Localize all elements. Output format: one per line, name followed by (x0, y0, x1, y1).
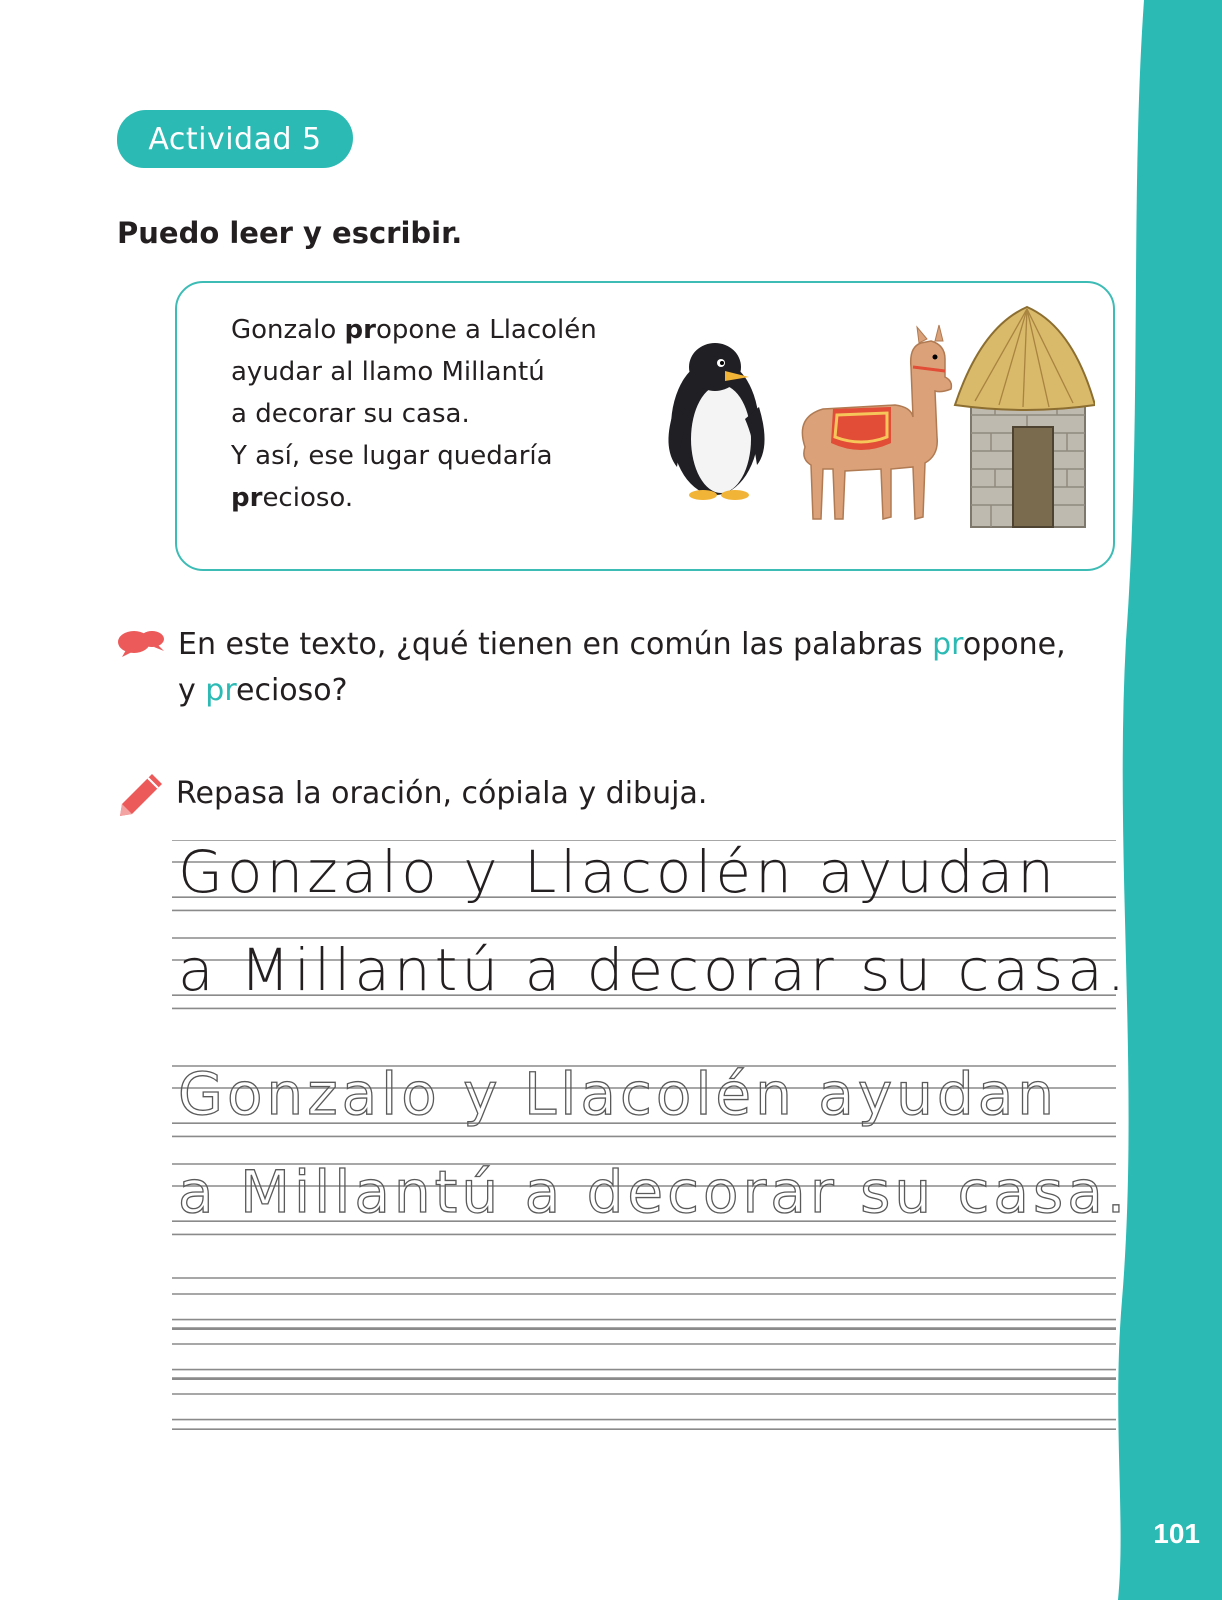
speech-bubbles-icon (116, 629, 166, 657)
question-line-1: En este texto, ¿qué tienen en común las palabras propone, (178, 627, 1066, 662)
side-band (1112, 0, 1222, 1600)
section-heading: Puedo leer y escribir. (117, 216, 463, 250)
reading-box (175, 281, 1115, 571)
reading-line: ayudar al llamo Millantú (231, 357, 545, 387)
activity-badge (117, 110, 353, 168)
instruction-text: Repasa la oración, cópiala y dibuja. (176, 776, 708, 811)
penguin-illustration (668, 343, 764, 500)
reading-text (231, 309, 597, 519)
reading-line: a decorar su casa. (231, 399, 470, 429)
model-sentence-line-2: a Millantú a decorar su casa. (178, 936, 1130, 1004)
model-sentence-line-1: Gonzalo y Llacolén ayudan (178, 838, 1059, 906)
reading-line: precioso. (231, 483, 354, 513)
activity-label: Actividad 5 (148, 121, 322, 157)
reading-line: Y así, ese lugar quedaría (231, 441, 553, 471)
hut-illustration (955, 307, 1095, 527)
trace-sentence-line-2[interactable]: a Millantú a decorar su casa. (178, 1158, 1130, 1226)
llama-illustration (802, 325, 951, 519)
writing-area (172, 838, 1130, 1480)
page-number: 101 (1153, 1518, 1200, 1549)
reading-line: Gonzalo propone a Llacolén (231, 315, 597, 345)
illustration (655, 297, 1095, 533)
question-line-2: y precioso? (178, 673, 348, 708)
trace-sentence-line-1[interactable]: Gonzalo y Llacolén ayudan (178, 1060, 1059, 1128)
pencil-icon (118, 772, 164, 818)
question-text (178, 622, 1066, 714)
